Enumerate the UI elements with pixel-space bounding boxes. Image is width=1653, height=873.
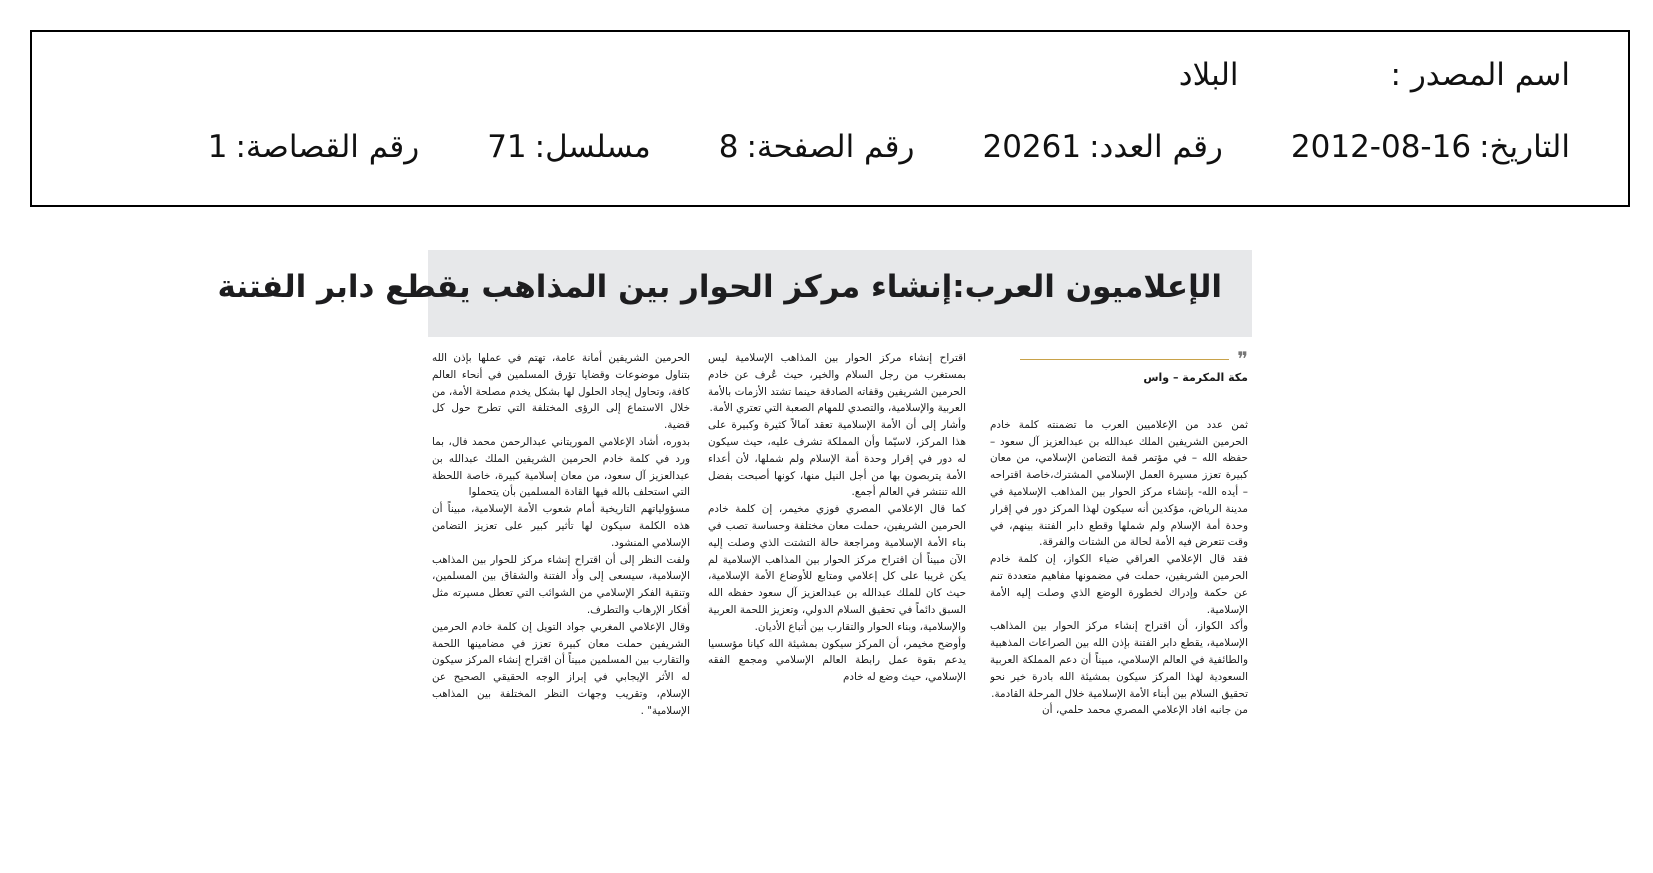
paragraph: اقتراح إنشاء مركز الحوار بين المذاهب الإسلامية ليس بمستغرب من رجل السلام والخير، حيث عُرف عن خادم الحرمين الشريفين وقفاته الصادقة حينما تشتد الأزمات بالأمة العربية والإسلامية، والتصدي للمهام الصعبة التي تعتري الأمة. (708, 352, 966, 415)
source-name-value: البلاد (1178, 57, 1239, 93)
date-value: 2012-08-16 (1290, 129, 1472, 165)
article-column-1 (990, 350, 1248, 800)
source-meta-row (207, 129, 1570, 165)
quote-divider (990, 350, 1248, 371)
paragraph: وقال الإعلامي المغربي جواد التويل إن كلمة خادم الحرمين الشريفين حملت معان كبيرة تعزز في مضامينها اللحمة والتقارب بين المسلمين مبيناً أن اقتراح إنشاء المركز سيكون له الأثر الإيجابي في إبراز الوجه الحقيقي الصحيح عن الإسلام، وتقريب وجهات النظر المختلفة بين المذاهب الإسلامية" . (432, 620, 690, 717)
clip-value: 1 (207, 129, 228, 165)
clip-field (207, 129, 420, 165)
issue-field (982, 129, 1223, 165)
page-value: 8 (718, 129, 739, 165)
newspaper-clipping (217, 250, 1252, 805)
page-field (718, 129, 915, 165)
quote-mark-icon: ❞ (1237, 350, 1248, 371)
paragraph: من جانبه افاد الإعلامي المصري محمد حلمي، أن (1042, 704, 1248, 717)
issue-label: رقم العدد: (1089, 129, 1223, 165)
page-label: رقم الصفحة: (746, 129, 915, 165)
paragraph: مسؤولياتهم التاريخية أمام شعوب الأمة الإسلامية، مبيناً أن هذه الكلمة سيكون لها تأثير كبير على تعزيز التضامن الإسلامي المنشود. (432, 503, 690, 549)
article-column-3 (432, 350, 690, 800)
source-info-box (30, 30, 1630, 207)
paragraph: كما قال الإعلامي المصري فوزي مخيمر، إن كلمة خادم الحرمين الشريفين، حملت معان مختلفة وحساسة تصب في بناء الأمة الإسلامية ومراجعة حالة التشتت الذي وصلت إليه الآن مبيناً أن اقتراح مركز الحوار بين المذاهب الإسلامية لم يكن غريبا على كل إعلامي ومتابع للأوضاع الأمة الإسلامية، حيث كان للملك عبدالله بن عبدالعزيز آل سعود حفظه الله السبق دائماً في تحقيق السلام الدولي، وتعزيز اللحمة العربية والإسلامية، وبناء الحوار والتقارب بين أتباع الأديان. (708, 503, 966, 633)
serial-field (487, 129, 651, 165)
serial-label: مسلسل: (534, 129, 651, 165)
paragraph: وأوضح مخيمر، أن المركز سيكون بمشيئة الله كيانا مؤسسيا يدعم بقوة عمل رابطة العالم الإسلامي ومجمع الفقه الإسلامي، حيث وضع له خادم (708, 637, 966, 684)
paragraph: فقد قال الإعلامي العراقي ضياء الكواز، إن كلمة خادم الحرمين الشريفين، حملت في مضمونها مفاهيم متعددة تنم عن حكمة وإدراك لخطورة الوضع الذي وصلت إليه الأمة الإسلامية. (990, 553, 1248, 616)
serial-value: 71 (487, 129, 527, 165)
paragraph: الحرمين الشريفين أمانة عامة، تهتم في عملها بإذن الله بتناول موضوعات وقضايا تؤرق المسلمين في أنحاء العالم كافة، وتحاول إيجاد الحلول لها بشكل يخدم مصلحة الأمة، من خلال الاستماع إلى الرؤى المختلفة التي تطرح حول كل قضية. (432, 352, 690, 432)
headline-bar (217, 250, 1252, 337)
article-dateline: مكة المكرمة – واس (1143, 371, 1248, 384)
article-column-2 (708, 350, 966, 800)
source-name-label: اسم المصدر : (1390, 57, 1570, 93)
quote-divider-line (1020, 359, 1229, 360)
date-field (1290, 129, 1570, 165)
paragraph: ثمن عدد من الإعلاميين العرب ما تضمنته كلمة خادم الحرمين الشريفين الملك عبدالله بن عبدالعزيز آل سعود – حفظه الله – في مؤتمر قمة التضامن الإسلامي، من معان كبيرة تعزز مسيرة العمل الإسلامي المشترك،خاصة اقتراحه – أيده الله- بإنشاء مركز الحوار بين المذاهب الإسلامية في مدينة الرياض، مؤكدين أنه سيكون لهذا المركز دور في إقرار وحدة أمة الإسلام ولم شملها وقطع دابر الفتنة بينهم، في وقت تتعرض فيه الأمة لحالة من الشتات والفرقة. (990, 418, 1248, 549)
date-label: التاريخ: (1479, 129, 1570, 165)
paragraph: وأكد الكواز، أن اقتراح إنشاء مركز الحوار بين المذاهب الإسلامية، يقطع دابر الفتنة بإذن الله بين الصراعات المذهبية والطائفية في العالم الإسلامي، مبيناً أن دعم المملكة العربية السعودية لهذا المركز سيكون بمشيئة الله بادرة خير نحو تحقيق السلام بين أبناء الأمة الإسلامية خلال المرحلة القادمة. (990, 620, 1248, 700)
source-name-row (1178, 57, 1570, 93)
paragraph: بدوره، أشاد الإعلامي الموريتاني عبدالرحمن محمد فال، بما ورد في كلمة خادم الحرمين الشريفين الملك عبدالله بن عبدالعزيز آل سعود، من معان إسلامية كبيرة، خاصة اللحظة التي استحلف بالله فيها القادة المسلمين بأن يتحملوا (432, 435, 690, 499)
paragraph: وأشار إلى أن الأمة الإسلامية تعقد آمالاً كثيرة وكبيرة على هذا المركز، لاسيّما وأن المملكة تشرف عليه، حيث سيكون له دور في إقرار وحدة أمة الإسلام ولم شملها، لأن أعداء الأمة يتربصون بها من أجل النيل منها، كونها أصبحت بفضل الله تنتشر في العالم أجمع. (708, 419, 966, 499)
issue-value: 20261 (982, 129, 1082, 165)
clip-label: رقم القصاصة: (235, 129, 420, 165)
paragraph: ولفت النظر إلى أن اقتراح إنشاء مركز للحوار بين المذاهب الإسلامية، سيسعى إلى وأد الفتنة والشقاق بين المسلمين، وتنقية الفكر الإسلامي من الشوائب التي تعطل مسيرته مثل أفكار الإرهاب والتطرف. (432, 553, 690, 616)
article-headline: الإعلاميون العرب:إنشاء مركز الحوار بين المذاهب يقطع دابر الفتنة (217, 269, 1222, 305)
